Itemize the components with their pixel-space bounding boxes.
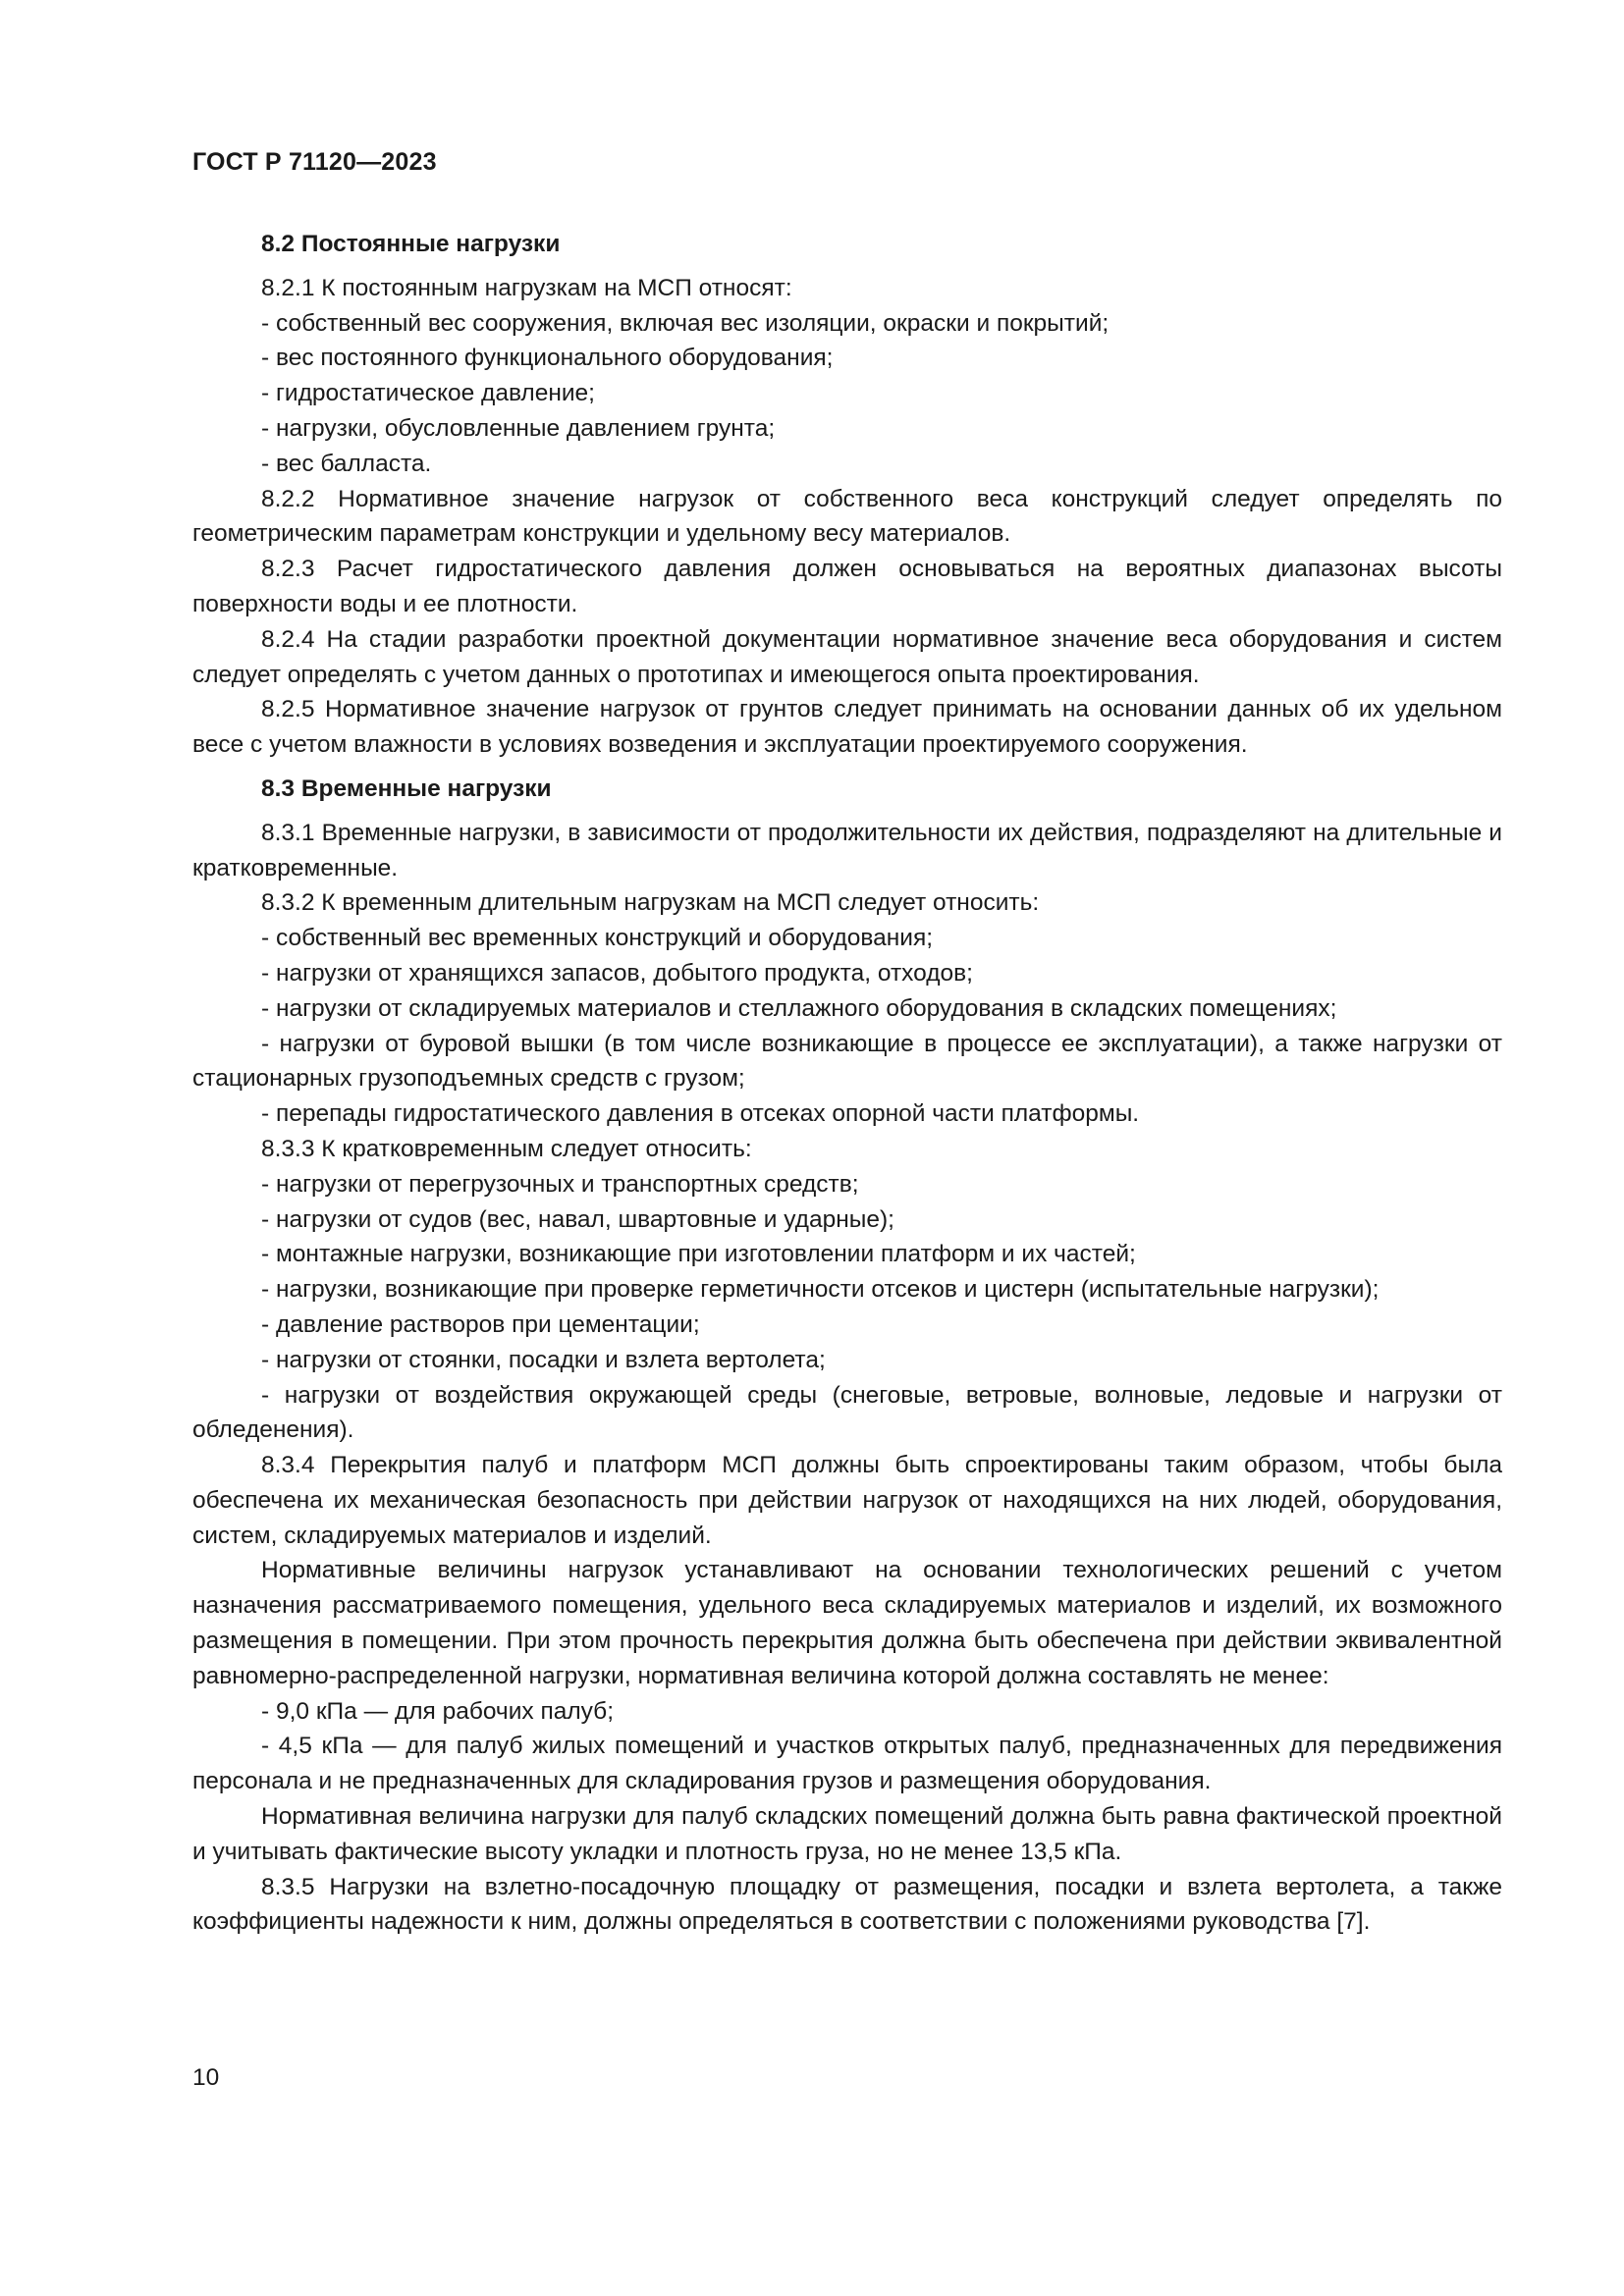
- list-item: - нагрузки от хранящихся запасов, добытого продукта, отходов;: [261, 959, 973, 987]
- list-item: - перепады гидростатического давления в отсеках опорной части платформы.: [261, 1100, 1140, 1128]
- list-item: - собственный вес сооружения, включая вес изоляции, окраски и покрытий;: [261, 309, 1110, 337]
- list-item: - нагрузки от буровой вышки (в том числе возникающие в процессе ее эксплуатации), а также нагрузки от стационарных грузоподъемных средств с грузом;: [192, 1030, 1502, 1093]
- list-item: - вес постоянного функционального оборудования;: [261, 345, 834, 372]
- list-item: - нагрузки, возникающие при проверке герметичности отсеков и цистерн (испытательные нагрузки);: [261, 1276, 1380, 1304]
- list-item: - нагрузки от судов (вес, навал, швартовные и ударные);: [261, 1205, 894, 1233]
- paragraph-8-3-2: 8.3.2 К временным длительным нагрузкам на МСП следует относить:: [261, 889, 1040, 917]
- paragraph-8-2-4: 8.2.4 На стадии разработки проектной документации нормативное значение веса оборудования и систем следует определять с учетом данных о прототипах и имеющегося опыта проектирования.: [192, 625, 1502, 688]
- list-item: - 4,5 кПа — для палуб жилых помещений и участков открытых палуб, предназначенных для передвижения персонала и не предназначенных для складирования грузов и размещения оборудования.: [192, 1733, 1502, 1795]
- page-number: 10: [192, 2064, 220, 2091]
- paragraph-8-2-1: 8.2.1 К постоянным нагрузкам на МСП относят:: [261, 274, 792, 301]
- paragraph-normative-values: Нормативные величины нагрузок устанавливают на основании технологических решений с учетом назначения рассматриваемого помещения, удельного веса складируемых материалов и изделий, их возможного размещения в помещении. При этом прочность перекрытия должна быть обеспечена при действии эквивалентной равномерно-распределенной нагрузки, нормативная величина которой должна составлять не менее:: [192, 1557, 1502, 1689]
- list-item: - нагрузки от стоянки, посадки и взлета вертолета;: [261, 1346, 826, 1373]
- list-item: - нагрузки, обусловленные давлением грунта;: [261, 414, 776, 442]
- list-item: - нагрузки от воздействия окружающей среды (снеговые, ветровые, волновые, ледовые и нагрузки от обледенения).: [192, 1381, 1502, 1444]
- paragraph-8-3-4: 8.3.4 Перекрытия палуб и платформ МСП должны быть спроектированы таким образом, чтобы была обеспечена их механическая безопасность при действии нагрузок от находящихся на них людей, оборудования, систем, складируемых материалов и изделий.: [192, 1452, 1502, 1549]
- paragraph-8-3-3: 8.3.3 К кратковременным следует относить:: [261, 1135, 752, 1162]
- list-item: - давление растворов при цементации;: [261, 1310, 700, 1338]
- list-item: - собственный вес временных конструкций и оборудования;: [261, 925, 934, 952]
- paragraph-8-2-2: 8.2.2 Нормативное значение нагрузок от собственного веса конструкций следует определять по геометрическим параметрам конструкции и удельному весу материалов.: [192, 485, 1502, 548]
- paragraph-8-2-3: 8.2.3 Расчет гидростатического давления должен основываться на вероятных диапазонах высоты поверхности воды и ее плотности.: [192, 556, 1502, 617]
- list-item: - монтажные нагрузки, возникающие при изготовлении платформ и их частей;: [261, 1241, 1136, 1268]
- paragraph-8-3-5: 8.3.5 Нагрузки на взлетно-посадочную площадку от размещения, посадки и взлета вертолета, а также коэффициенты надежности к ним, должны определяться в соответствии с положениями руководства [7].: [192, 1873, 1502, 1936]
- paragraph-8-2-5: 8.2.5 Нормативное значение нагрузок от грунтов следует принимать на основании данных об их удельном весе с учетом влажности в условиях возведения и эксплуатации проектируемого сооружения.: [192, 696, 1502, 759]
- list-item: - вес балласта.: [261, 450, 432, 477]
- document-header: ГОСТ Р 71120—2023: [192, 148, 437, 176]
- section-heading-8-2: 8.2 Постоянные нагрузки: [261, 231, 561, 257]
- document-body: [192, 227, 1502, 1940]
- paragraph-storage-load: Нормативная величина нагрузки для палуб складских помещений должна быть равна фактической проектной и учитывать фактические высоту укладки и плотность груза, но не менее 13,5 кПа.: [192, 1803, 1502, 1865]
- list-item: - гидростатическое давление;: [261, 380, 595, 407]
- list-item: - 9,0 кПа — для рабочих палуб;: [261, 1697, 614, 1725]
- list-item: - нагрузки от складируемых материалов и стеллажного оборудования в складских помещениях;: [261, 994, 1337, 1022]
- list-item: - нагрузки от перегрузочных и транспортных средств;: [261, 1170, 859, 1198]
- section-heading-8-3: 8.3 Временные нагрузки: [261, 774, 552, 802]
- paragraph-8-3-1: 8.3.1 Временные нагрузки, в зависимости от продолжительности их действия, подразделяют на длительные и кратковременные.: [192, 819, 1502, 881]
